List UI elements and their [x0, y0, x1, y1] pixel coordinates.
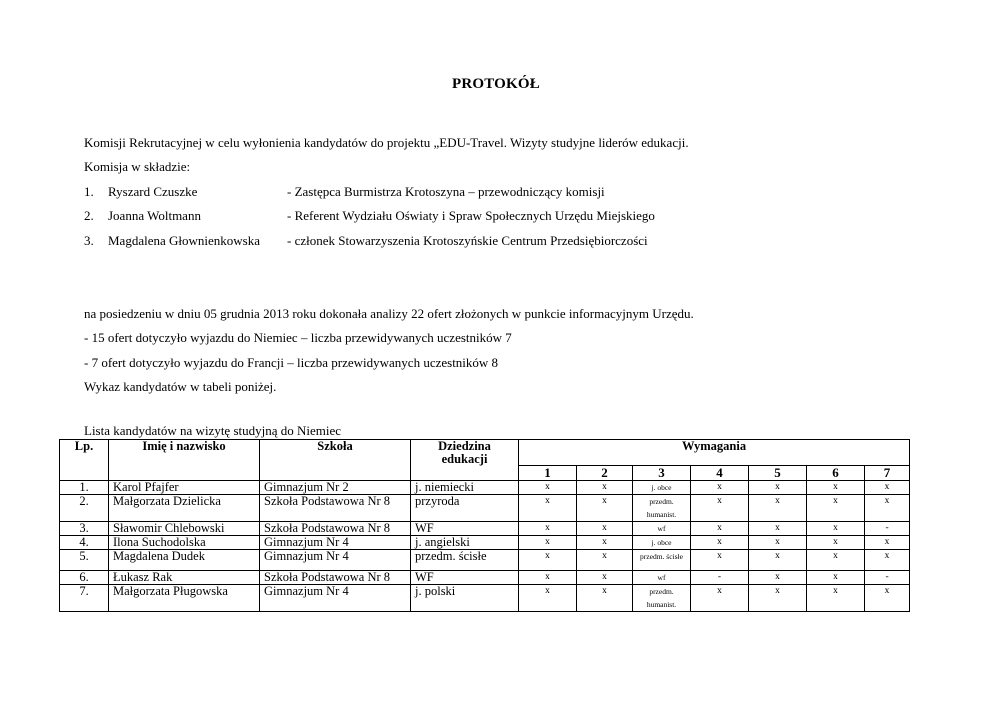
cell-req: x [577, 481, 633, 495]
cell-lp: 6. [60, 571, 109, 585]
cell-req: - [691, 571, 749, 585]
table-row [60, 571, 910, 585]
header-name: Imię i nazwisko [109, 440, 260, 481]
member-role: - Zastępca Burmistrza Krotoszyna – przewodniczący komisji [287, 184, 605, 199]
cell-name: Karol Pfajfer [109, 481, 260, 495]
cell-req: x [749, 495, 807, 522]
cell-req: j. obce [633, 481, 691, 495]
cell-req: x [691, 536, 749, 550]
cell-req: x [519, 585, 577, 612]
cell-req: x [865, 536, 910, 550]
cell-req: x [691, 550, 749, 571]
meeting-text: na posiedzeniu w dniu 05 grudnia 2013 roku dokonała analizy 22 ofert złożonych w punkcie informacyjnym Urzędu. [84, 306, 694, 321]
cell-name: Łukasz Rak [109, 571, 260, 585]
cell-req: x [519, 522, 577, 536]
cell-school: Gimnazjum Nr 4 [260, 585, 411, 612]
cell-school: Gimnazjum Nr 4 [260, 550, 411, 571]
cell-req: j. obce [633, 536, 691, 550]
table-row [60, 481, 910, 495]
cell-field: j. polski [411, 585, 519, 612]
member-role: - członek Stowarzyszenia Krotoszyńskie Centrum Przedsiębiorczości [287, 233, 648, 248]
cell-field: WF [411, 522, 519, 536]
header-school: Szkoła [260, 440, 411, 481]
cell-req: x [749, 522, 807, 536]
cell-req: wf [633, 571, 691, 585]
req-col-header: 4 [691, 466, 749, 481]
member-number: 2. [84, 208, 94, 223]
req-col-header: 2 [577, 466, 633, 481]
cell-req: przedm. humanist. [633, 585, 691, 612]
header-field: Dziedzina edukacji [411, 440, 519, 481]
cell-lp: 3. [60, 522, 109, 536]
header-lp: Lp. [60, 440, 109, 481]
cell-req: x [519, 550, 577, 571]
cell-field: przyroda [411, 495, 519, 522]
document-title: PROTOKÓŁ [451, 76, 540, 92]
cell-field: WF [411, 571, 519, 585]
list-note: Wykaz kandydatów w tabeli poniżej. [84, 379, 277, 394]
cell-lp: 7. [60, 585, 109, 612]
cell-req: x [807, 481, 865, 495]
cell-lp: 4. [60, 536, 109, 550]
member-name: Joanna Woltmann [108, 208, 201, 223]
cell-req: x [865, 550, 910, 571]
member-name: Magdalena Głownienkowska [108, 233, 260, 248]
cell-req: x [691, 585, 749, 612]
cell-field: j. niemiecki [411, 481, 519, 495]
req-col-header: 1 [519, 466, 577, 481]
table-row [60, 495, 910, 522]
member-number: 1. [84, 184, 94, 199]
cell-req: x [519, 495, 577, 522]
cell-field: j. angielski [411, 536, 519, 550]
cell-req: x [807, 585, 865, 612]
cell-req: x [865, 585, 910, 612]
cell-name: Małgorzata Dzielicka [109, 495, 260, 522]
cell-req: x [577, 495, 633, 522]
cell-req: x [577, 522, 633, 536]
cell-req: x [577, 536, 633, 550]
table-row [60, 536, 910, 550]
intro-text: Komisji Rekrutacyjnej w celu wyłonienia kandydatów do projektu „EDU-Travel. Wizyty studyjne liderów edukacji. [84, 135, 689, 150]
cell-req: x [807, 495, 865, 522]
table-row [60, 550, 910, 571]
cell-req: x [519, 536, 577, 550]
cell-req: x [519, 481, 577, 495]
cell-req: przedm. ścisłe [633, 550, 691, 571]
candidates-table [59, 439, 910, 612]
cell-req: x [519, 571, 577, 585]
table-row [60, 522, 910, 536]
cell-lp: 1. [60, 481, 109, 495]
committee-label: Komisja w składzie: [84, 159, 191, 174]
cell-name: Małgorzata Pługowska [109, 585, 260, 612]
req-col-header: 7 [865, 466, 910, 481]
cell-school: Szkoła Podstawowa Nr 8 [260, 522, 411, 536]
cell-req: x [807, 571, 865, 585]
cell-req: - [865, 571, 910, 585]
cell-req: x [807, 522, 865, 536]
cell-req: przedm. humanist. [633, 495, 691, 522]
cell-lp: 2. [60, 495, 109, 522]
cell-name: Sławomir Chlebowski [109, 522, 260, 536]
cell-req: x [577, 571, 633, 585]
cell-req: x [749, 536, 807, 550]
cell-school: Szkoła Podstawowa Nr 8 [260, 495, 411, 522]
cell-req: x [749, 571, 807, 585]
member-name: Ryszard Czuszke [108, 184, 198, 199]
cell-req: x [691, 495, 749, 522]
cell-req: - [865, 522, 910, 536]
cell-field: przedm. ścisłe [411, 550, 519, 571]
req-col-header: 5 [749, 466, 807, 481]
cell-req: wf [633, 522, 691, 536]
offers-germany: - 15 ofert dotyczyło wyjazdu do Niemiec – liczba przewidywanych uczestników 7 [84, 330, 512, 345]
cell-req: x [691, 481, 749, 495]
cell-school: Szkoła Podstawowa Nr 8 [260, 571, 411, 585]
member-role: - Referent Wydziału Oświaty i Spraw Społecznych Urzędu Miejskiego [287, 208, 655, 223]
cell-req: x [691, 522, 749, 536]
offers-france: - 7 ofert dotyczyło wyjazdu do Francji – liczba przewidywanych uczestników 8 [84, 355, 499, 370]
cell-school: Gimnazjum Nr 4 [260, 536, 411, 550]
table-caption: Lista kandydatów na wizytę studyjną do Niemiec [84, 423, 342, 438]
cell-req: x [807, 536, 865, 550]
header-requirements: Wymagania [519, 440, 910, 466]
cell-lp: 5. [60, 550, 109, 571]
cell-school: Gimnazjum Nr 2 [260, 481, 411, 495]
cell-req: x [749, 585, 807, 612]
member-number: 3. [84, 233, 94, 248]
cell-req: x [807, 550, 865, 571]
cell-req: x [749, 550, 807, 571]
req-col-header: 6 [807, 466, 865, 481]
cell-req: x [577, 550, 633, 571]
req-col-header: 3 [633, 466, 691, 481]
cell-name: Magdalena Dudek [109, 550, 260, 571]
cell-req: x [749, 481, 807, 495]
cell-name: Ilona Suchodolska [109, 536, 260, 550]
table-row [60, 585, 910, 612]
cell-req: x [577, 585, 633, 612]
cell-req: x [865, 481, 910, 495]
cell-req: x [865, 495, 910, 522]
